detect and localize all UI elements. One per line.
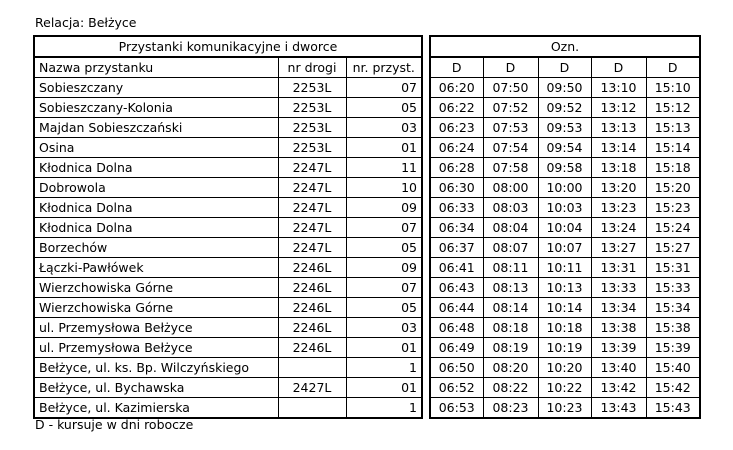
departure-time: 13:27 <box>591 238 646 258</box>
departure-time: 09:52 <box>538 98 591 118</box>
column-gap <box>422 138 430 158</box>
stop-row <box>34 338 700 358</box>
legend-note: D - kursuje w dni robocze <box>35 417 194 432</box>
column-gap <box>422 178 430 198</box>
departure-time: 06:23 <box>430 118 483 138</box>
departure-time: 06:24 <box>430 138 483 158</box>
departure-time: 15:18 <box>646 158 700 178</box>
departure-time: 15:20 <box>646 178 700 198</box>
departure-time: 06:37 <box>430 238 483 258</box>
departure-time: 13:14 <box>591 138 646 158</box>
road-number: 2246L <box>278 318 346 338</box>
column-gap <box>422 338 430 358</box>
column-gap <box>422 198 430 218</box>
departure-time: 13:34 <box>591 298 646 318</box>
departure-time: 08:07 <box>483 238 538 258</box>
stop-row <box>34 138 700 158</box>
stop-name: Sobieszczany <box>34 78 278 98</box>
stop-row <box>34 78 700 98</box>
header-group-row <box>34 36 700 57</box>
departure-time: 08:03 <box>483 198 538 218</box>
stop-name: ul. Przemysłowa Bełżyce <box>34 338 278 358</box>
departure-time: 15:42 <box>646 378 700 398</box>
departure-time: 13:24 <box>591 218 646 238</box>
road-number: 2246L <box>278 298 346 318</box>
stop-number: 05 <box>346 238 422 258</box>
departure-time: 13:39 <box>591 338 646 358</box>
stop-number: 1 <box>346 398 422 419</box>
departure-time: 15:34 <box>646 298 700 318</box>
stop-number: 05 <box>346 298 422 318</box>
stop-row <box>34 298 700 318</box>
header-run-mark: D <box>538 57 591 78</box>
stop-row <box>34 318 700 338</box>
stop-row <box>34 98 700 118</box>
departure-time: 07:53 <box>483 118 538 138</box>
stop-name: Kłodnica Dolna <box>34 218 278 238</box>
column-gap <box>422 118 430 138</box>
departure-time: 07:54 <box>483 138 538 158</box>
column-gap <box>422 238 430 258</box>
road-number: 2427L <box>278 378 346 398</box>
stop-row <box>34 158 700 178</box>
departure-time: 09:50 <box>538 78 591 98</box>
departure-time: 13:20 <box>591 178 646 198</box>
departure-time: 15:24 <box>646 218 700 238</box>
stop-name: Sobieszczany-Kolonia <box>34 98 278 118</box>
departure-time: 06:33 <box>430 198 483 218</box>
stop-name: Bełżyce, ul. Kazimierska <box>34 398 278 419</box>
road-number <box>278 398 346 419</box>
departure-time: 13:38 <box>591 318 646 338</box>
road-number: 2253L <box>278 98 346 118</box>
header-stop-number: nr. przyst. <box>346 57 422 78</box>
departure-time: 15:13 <box>646 118 700 138</box>
header-stop-name: Nazwa przystanku <box>34 57 278 78</box>
road-number: 2247L <box>278 238 346 258</box>
departure-time: 06:34 <box>430 218 483 238</box>
departure-time: 10:07 <box>538 238 591 258</box>
departure-time: 15:33 <box>646 278 700 298</box>
stop-name: Dobrowola <box>34 178 278 198</box>
stop-number: 03 <box>346 118 422 138</box>
road-number: 2253L <box>278 118 346 138</box>
departure-time: 06:41 <box>430 258 483 278</box>
departure-time: 08:14 <box>483 298 538 318</box>
departure-time: 10:23 <box>538 398 591 419</box>
road-number: 2253L <box>278 138 346 158</box>
departure-time: 15:27 <box>646 238 700 258</box>
stop-name: Majdan Sobieszczański <box>34 118 278 138</box>
stop-row <box>34 238 700 258</box>
header-times-group: Ozn. <box>430 36 700 57</box>
stop-row <box>34 178 700 198</box>
column-gap <box>422 358 430 378</box>
departure-time: 07:58 <box>483 158 538 178</box>
road-number: 2246L <box>278 258 346 278</box>
timetable <box>33 35 701 419</box>
header-run-mark: D <box>483 57 538 78</box>
stop-number: 07 <box>346 278 422 298</box>
header-run-mark: D <box>430 57 483 78</box>
departure-time: 06:44 <box>430 298 483 318</box>
road-number <box>278 358 346 378</box>
stop-row <box>34 218 700 238</box>
departure-time: 15:38 <box>646 318 700 338</box>
stop-number: 09 <box>346 258 422 278</box>
departure-time: 07:52 <box>483 98 538 118</box>
road-number: 2247L <box>278 218 346 238</box>
stop-name: Borzechów <box>34 238 278 258</box>
departure-time: 15:23 <box>646 198 700 218</box>
column-gap <box>422 318 430 338</box>
departure-time: 13:18 <box>591 158 646 178</box>
departure-time: 10:19 <box>538 338 591 358</box>
header-run-mark: D <box>591 57 646 78</box>
departure-time: 06:30 <box>430 178 483 198</box>
departure-time: 06:28 <box>430 158 483 178</box>
departure-time: 08:04 <box>483 218 538 238</box>
departure-time: 10:03 <box>538 198 591 218</box>
departure-time: 13:43 <box>591 398 646 419</box>
departure-time: 13:31 <box>591 258 646 278</box>
stop-number: 03 <box>346 318 422 338</box>
stop-name: Bełżyce, ul. ks. Bp. Wilczyńskiego <box>34 358 278 378</box>
column-gap <box>422 218 430 238</box>
road-number: 2246L <box>278 338 346 358</box>
stop-row <box>34 198 700 218</box>
stop-number: 05 <box>346 98 422 118</box>
departure-time: 13:13 <box>591 118 646 138</box>
departure-time: 06:48 <box>430 318 483 338</box>
departure-time: 10:22 <box>538 378 591 398</box>
departure-time: 10:20 <box>538 358 591 378</box>
stop-name: Osina <box>34 138 278 158</box>
stop-name: Bełżyce, ul. Bychawska <box>34 378 278 398</box>
header-column-row <box>34 57 700 78</box>
column-gap <box>422 298 430 318</box>
road-number: 2247L <box>278 178 346 198</box>
stop-row <box>34 118 700 138</box>
stop-number: 11 <box>346 158 422 178</box>
stop-row <box>34 398 700 419</box>
departure-time: 09:53 <box>538 118 591 138</box>
column-gap <box>422 278 430 298</box>
road-number: 2247L <box>278 198 346 218</box>
departure-time: 09:58 <box>538 158 591 178</box>
departure-time: 15:10 <box>646 78 700 98</box>
road-number: 2246L <box>278 278 346 298</box>
departure-time: 10:18 <box>538 318 591 338</box>
stop-row <box>34 258 700 278</box>
column-gap <box>422 158 430 178</box>
stop-number: 01 <box>346 338 422 358</box>
stop-number: 07 <box>346 218 422 238</box>
departure-time: 08:19 <box>483 338 538 358</box>
departure-time: 06:43 <box>430 278 483 298</box>
departure-time: 15:40 <box>646 358 700 378</box>
column-gap <box>422 78 430 98</box>
stop-row <box>34 278 700 298</box>
header-stops-group: Przystanki komunikacyjne i dworce <box>34 36 422 57</box>
stop-name: Kłodnica Dolna <box>34 158 278 178</box>
departure-time: 08:23 <box>483 398 538 419</box>
departure-time: 06:20 <box>430 78 483 98</box>
stop-number: 09 <box>346 198 422 218</box>
departure-time: 07:50 <box>483 78 538 98</box>
stop-row <box>34 378 700 398</box>
departure-time: 08:13 <box>483 278 538 298</box>
departure-time: 08:00 <box>483 178 538 198</box>
departure-time: 06:52 <box>430 378 483 398</box>
departure-time: 15:31 <box>646 258 700 278</box>
header-road-number: nr drogi <box>278 57 346 78</box>
departure-time: 10:04 <box>538 218 591 238</box>
departure-time: 13:10 <box>591 78 646 98</box>
departure-time: 08:18 <box>483 318 538 338</box>
stop-name: Kłodnica Dolna <box>34 198 278 218</box>
column-gap <box>422 258 430 278</box>
departure-time: 13:42 <box>591 378 646 398</box>
stop-number: 07 <box>346 78 422 98</box>
stop-name: Wierzchowiska Górne <box>34 298 278 318</box>
column-gap <box>422 57 430 78</box>
stop-number: 1 <box>346 358 422 378</box>
departure-time: 09:54 <box>538 138 591 158</box>
column-gap <box>422 98 430 118</box>
departure-time: 06:22 <box>430 98 483 118</box>
departure-time: 10:14 <box>538 298 591 318</box>
stop-row <box>34 358 700 378</box>
header-run-mark: D <box>646 57 700 78</box>
stop-name: Łączki-Pawłówek <box>34 258 278 278</box>
column-gap <box>422 36 430 57</box>
stop-number: 01 <box>346 378 422 398</box>
road-number: 2247L <box>278 158 346 178</box>
stop-number: 10 <box>346 178 422 198</box>
departure-time: 06:50 <box>430 358 483 378</box>
departure-time: 13:23 <box>591 198 646 218</box>
departure-time: 10:13 <box>538 278 591 298</box>
departure-time: 15:39 <box>646 338 700 358</box>
departure-time: 08:22 <box>483 378 538 398</box>
departure-time: 10:11 <box>538 258 591 278</box>
departure-time: 06:49 <box>430 338 483 358</box>
relation-title: Relacja: Bełżyce <box>35 15 137 30</box>
departure-time: 06:53 <box>430 398 483 419</box>
departure-time: 13:12 <box>591 98 646 118</box>
departure-time: 15:12 <box>646 98 700 118</box>
column-gap <box>422 398 430 419</box>
column-gap <box>422 378 430 398</box>
departure-time: 13:33 <box>591 278 646 298</box>
departure-time: 15:14 <box>646 138 700 158</box>
departure-time: 08:11 <box>483 258 538 278</box>
stop-number: 01 <box>346 138 422 158</box>
departure-time: 13:40 <box>591 358 646 378</box>
departure-time: 10:00 <box>538 178 591 198</box>
stop-name: Wierzchowiska Górne <box>34 278 278 298</box>
road-number: 2253L <box>278 78 346 98</box>
stop-name: ul. Przemysłowa Bełżyce <box>34 318 278 338</box>
departure-time: 08:20 <box>483 358 538 378</box>
departure-time: 15:43 <box>646 398 700 419</box>
